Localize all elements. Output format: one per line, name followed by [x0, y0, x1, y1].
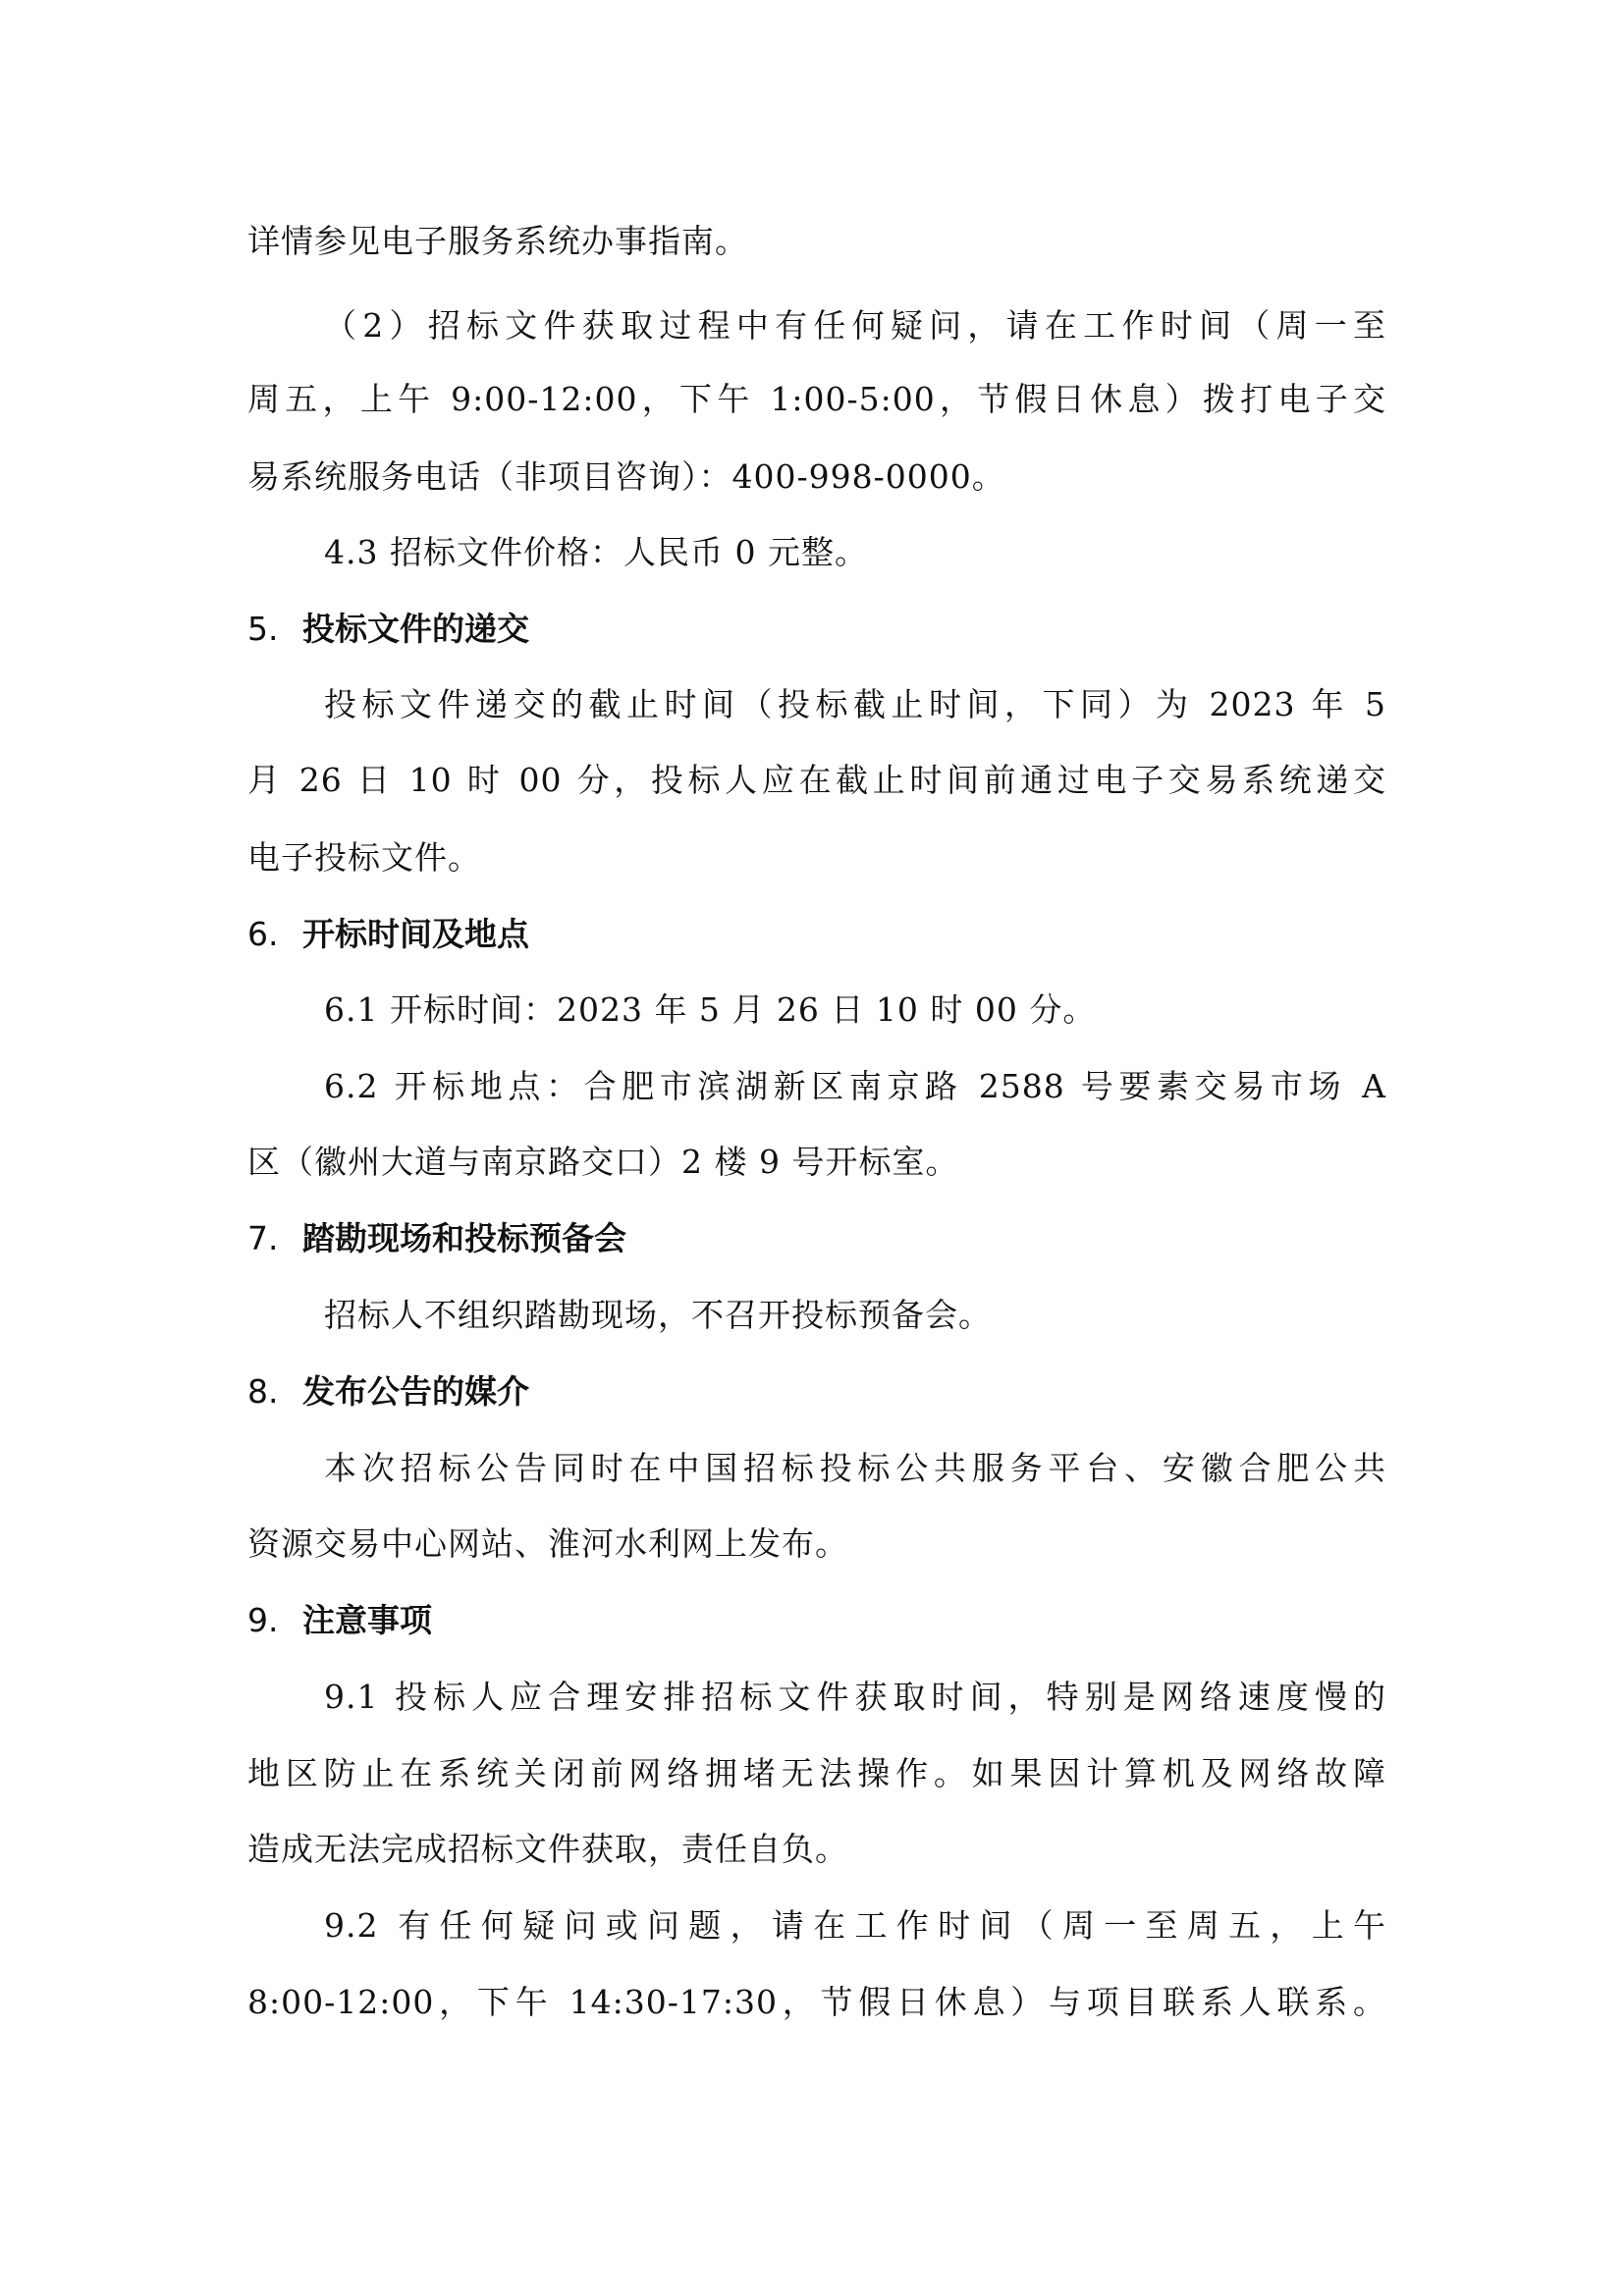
- paragraph-line: （2）招标文件获取过程中有任何疑问，请在工作时间（周一至: [324, 306, 1386, 345]
- section-title: 开标时间及地点: [302, 915, 529, 953]
- paragraph-line: 资源交易中心网站、淮河水利网上发布。: [247, 1524, 848, 1563]
- section-number: 9.: [247, 1601, 279, 1639]
- section-heading-9: [247, 1583, 1386, 1658]
- paragraph-line: 9.2 有任何疑问或问题，请在工作时间（周一至周五，上午: [324, 1906, 1386, 1945]
- paragraph-line: 区（徽州大道与南京路交口）2 楼 9 号开标室。: [247, 1143, 959, 1181]
- paragraph-line: 6.1 开标时间：2023 年 5 月 26 日 10 时 00 分。: [324, 990, 1097, 1029]
- paragraph-line: 地区防止在系统关闭前网络拥堵无法操作。如果因计算机及网络故障: [247, 1754, 1386, 1792]
- paragraph-line: 周五，上午 9:00-12:00，下午 1:00-5:00，节假日休息）拨打电子交: [247, 380, 1386, 418]
- section-title: 注意事项: [302, 1601, 432, 1639]
- paragraph-line: 投标文件递交的截止时间（投标截止时间，下同）为 2023 年 5: [324, 685, 1386, 723]
- paragraph-line: 6.2 开标地点：合肥市滨湖新区南京路 2588 号要素交易市场 A: [324, 1067, 1386, 1105]
- section-number: 5.: [247, 610, 279, 648]
- section-number: 8.: [247, 1372, 279, 1411]
- section-heading-5: [247, 592, 1386, 667]
- section-heading-8: [247, 1355, 1386, 1429]
- paragraph-line: 8:00-12:00，下午 14:30-17:30，节假日休息）与项目联系人联系。: [247, 1983, 1386, 2021]
- section-title: 投标文件的递交: [302, 610, 529, 648]
- section-title: 踏勘现场和投标预备会: [302, 1219, 626, 1257]
- section-title: 发布公告的媒介: [302, 1372, 529, 1411]
- paragraph-line: 招标人不组织踏勘现场，不召开投标预备会。: [324, 1296, 992, 1334]
- paragraph-line: 9.1 投标人应合理安排招标文件获取时间，特别是网络速度慢的: [324, 1678, 1386, 1716]
- paragraph-line: 详情参见电子服务系统办事指南。: [247, 222, 748, 260]
- section-number: 7.: [247, 1219, 279, 1257]
- paragraph-line: 易系统服务电话（非项目咨询）：400-998-0000。: [247, 457, 1005, 496]
- paragraph-line: 4.3 招标文件价格：人民币 0 元整。: [324, 533, 868, 571]
- paragraph-line: 造成无法完成招标文件获取，责任自负。: [247, 1830, 848, 1868]
- paragraph-line: 月 26 日 10 时 00 分，投标人应在截止时间前通过电子交易系统递交: [247, 761, 1386, 799]
- paragraph-line: 电子投标文件。: [247, 838, 481, 877]
- paragraph-line: 本次招标公告同时在中国招标投标公共服务平台、安徽合肥公共: [324, 1449, 1386, 1487]
- section-number: 6.: [247, 915, 279, 953]
- section-heading-6: [247, 897, 1386, 972]
- section-heading-7: [247, 1201, 1386, 1276]
